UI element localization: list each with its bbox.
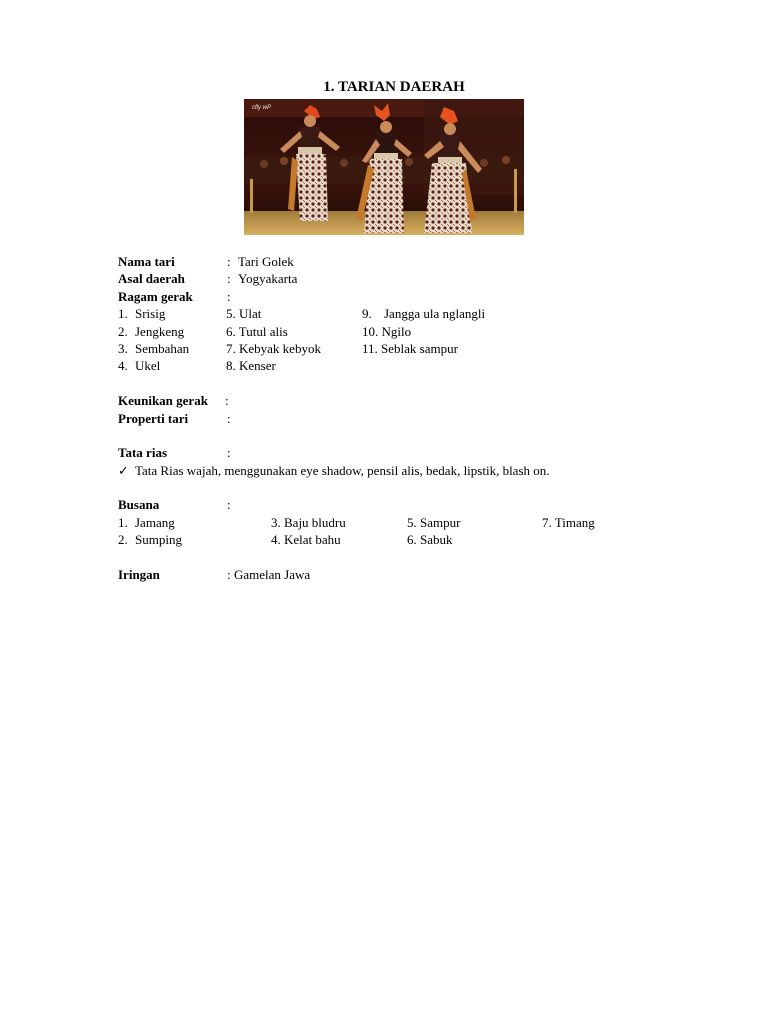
ragam-gerak-item: 9. Jangga ula nglangli bbox=[362, 306, 486, 322]
keunikan-gerak-colon: : bbox=[225, 393, 229, 409]
iringan-colon: : bbox=[227, 567, 231, 583]
busana-item: 5. Sampur bbox=[407, 514, 461, 530]
page-title: 1. TARIAN DAERAH bbox=[323, 79, 465, 95]
tata-rias-label: Tata rias bbox=[118, 445, 167, 461]
keunikan-gerak-row bbox=[118, 392, 738, 409]
busana-item: 2. Sumping bbox=[118, 532, 182, 548]
asal-daerah-row bbox=[118, 270, 738, 287]
tata-rias-colon: : bbox=[227, 445, 231, 461]
ragam-gerak-list-row bbox=[118, 323, 738, 340]
properti-tari-row bbox=[118, 410, 738, 427]
tata-rias-item: ✓ Tata Rias wajah, menggunakan eye shadow, pensil alis, bedak, lipstik, blash on. bbox=[118, 462, 550, 478]
keunikan-gerak-label: Keunikan gerak bbox=[118, 393, 208, 409]
ragam-gerak-list-row bbox=[118, 357, 738, 374]
busana-item: 6. Sabuk bbox=[407, 532, 453, 548]
ragam-gerak-item: 8. Kenser bbox=[226, 358, 276, 374]
properti-tari-colon: : bbox=[227, 410, 231, 426]
nama-tari-row bbox=[118, 253, 738, 270]
dance-photo bbox=[244, 99, 524, 235]
ragam-gerak-item: 1. Srisig bbox=[118, 306, 166, 322]
ragam-gerak-item: 6. Tutul alis bbox=[226, 323, 288, 339]
nama-tari-value: Tari Golek bbox=[238, 254, 294, 269]
ragam-gerak-list-row bbox=[118, 305, 738, 322]
tata-rias-row bbox=[118, 444, 738, 461]
asal-daerah-value: Yogyakarta bbox=[238, 271, 298, 287]
ragam-gerak-item: 2. Jengkeng bbox=[118, 323, 185, 339]
busana-item: 4. Kelat bahu bbox=[271, 532, 341, 548]
nama-tari-colon: : bbox=[227, 254, 231, 269]
ragam-gerak-item: 10. Ngilo bbox=[362, 323, 412, 339]
iringan-value: Gamelan Jawa bbox=[234, 567, 311, 583]
asal-daerah-label: Asal daerah bbox=[118, 271, 185, 287]
ragam-gerak-label: Ragam gerak bbox=[118, 288, 193, 304]
ragam-gerak-item: 3. Sembahan bbox=[118, 340, 190, 356]
busana-colon: : bbox=[227, 497, 231, 513]
asal-daerah-colon: : bbox=[227, 271, 231, 287]
ragam-gerak-list-row bbox=[118, 340, 738, 357]
ragam-gerak-row bbox=[118, 288, 738, 305]
busana-item: 3. Baju bludru bbox=[271, 514, 346, 530]
nama-tari-label: Nama tari bbox=[118, 254, 175, 269]
iringan-label: Iringan bbox=[118, 567, 160, 583]
busana-item: 7. Timang bbox=[542, 514, 595, 530]
busana-row bbox=[118, 496, 738, 513]
tata-rias-item-row bbox=[118, 462, 738, 479]
ragam-gerak-item: 11. Seblak sampur bbox=[362, 340, 458, 356]
busana-label: Busana bbox=[118, 497, 160, 513]
photo-watermark: cfly wP bbox=[252, 105, 272, 111]
document-body bbox=[118, 253, 738, 583]
busana-list-row bbox=[118, 514, 738, 531]
ragam-gerak-item: 7. Kebyak kebyok bbox=[226, 340, 321, 356]
dance-photo-drawing bbox=[244, 99, 524, 235]
checkmark-icon: ✓ bbox=[118, 462, 129, 478]
ragam-gerak-item: 5. Ulat bbox=[226, 306, 262, 322]
busana-item: 1. Jamang bbox=[118, 514, 175, 530]
ragam-gerak-colon: : bbox=[227, 288, 231, 304]
properti-tari-label: Properti tari bbox=[118, 410, 189, 426]
busana-list-row bbox=[118, 531, 738, 548]
ragam-gerak-item: 4. Ukel bbox=[118, 358, 161, 374]
iringan-row bbox=[118, 566, 738, 583]
